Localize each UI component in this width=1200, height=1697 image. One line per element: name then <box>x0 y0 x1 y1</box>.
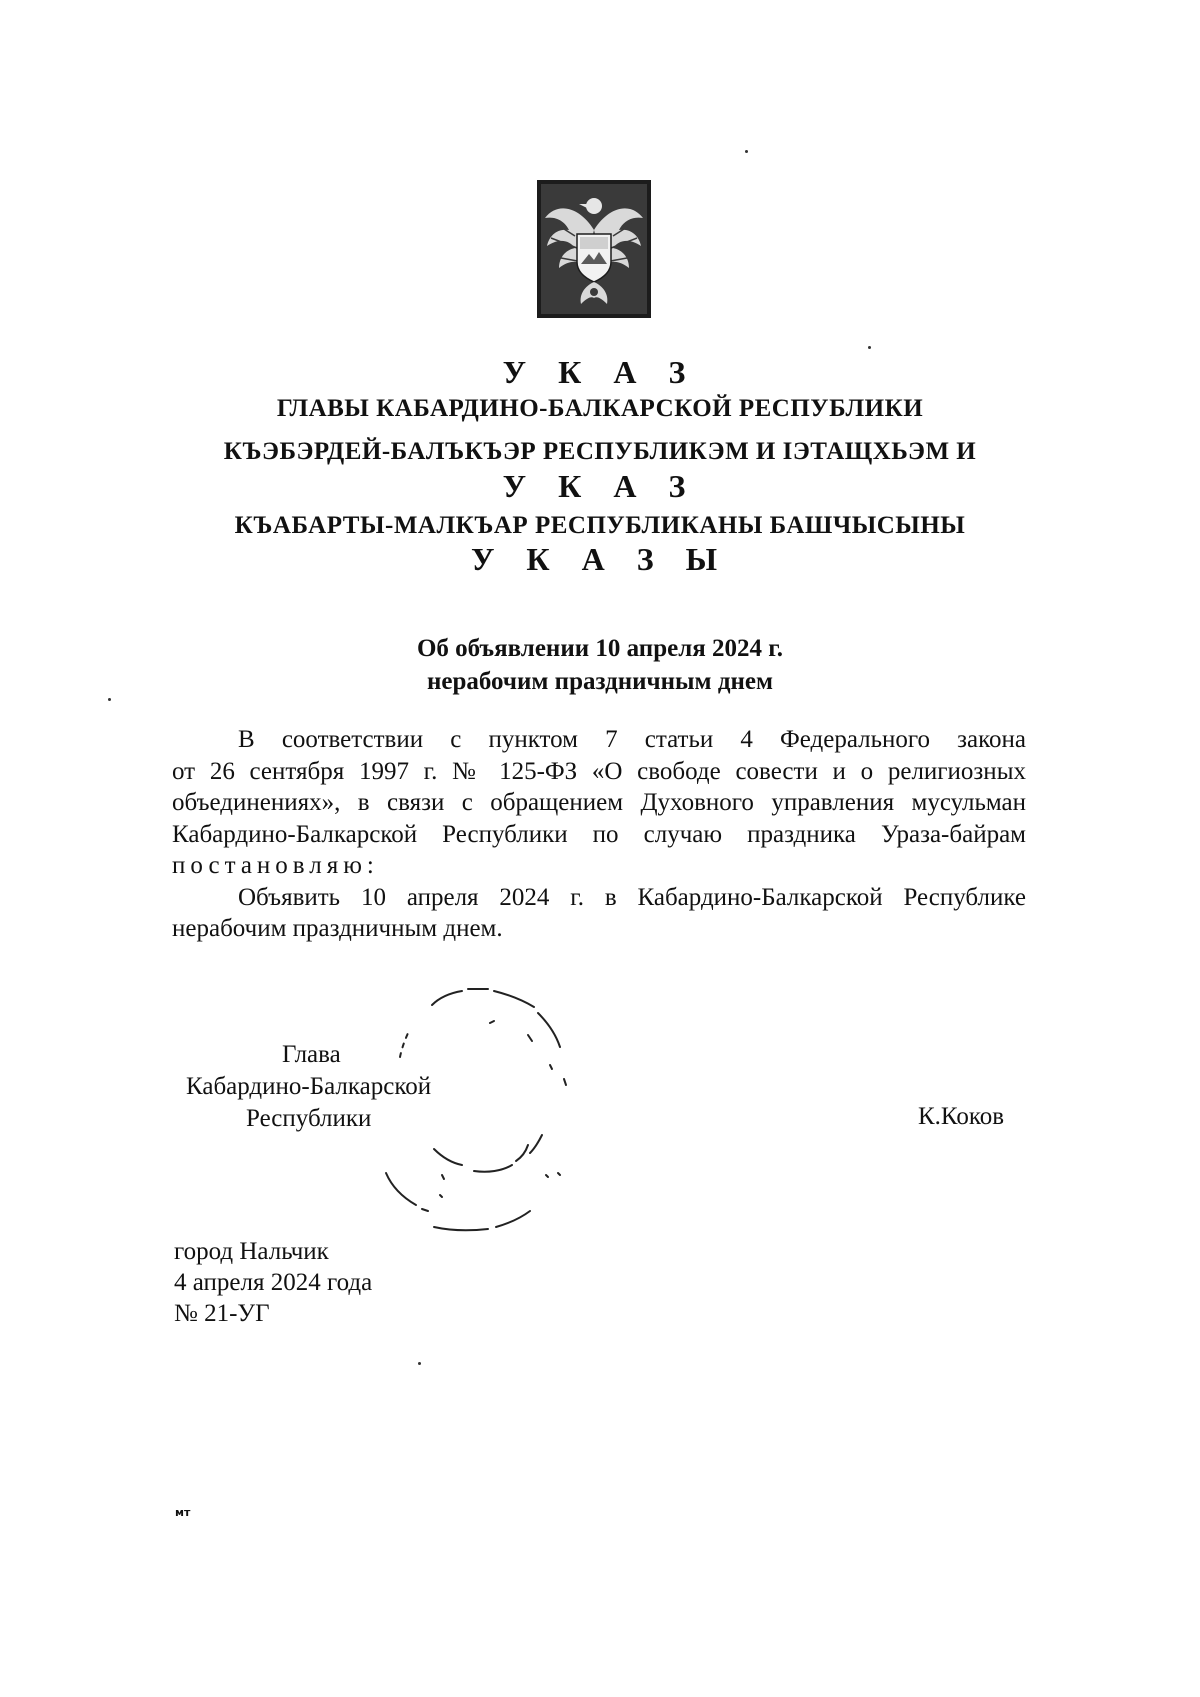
body-paragraph-1-line-3: объединениях», в связи с обращением Духовного управления мусульман <box>172 789 1026 816</box>
executor-initials: мт <box>175 1506 191 1519</box>
issue-date: 4 апреля 2024 года <box>174 1269 373 1296</box>
decree-number: № 21-УГ <box>174 1300 270 1327</box>
authority-line-ru: ГЛАВЫ КАБАРДИНО-БАЛКАРСКОЙ РЕСПУБЛИКИ <box>276 395 924 422</box>
body-paragraph-2-line-1: Объявить 10 апреля 2024 г. в Кабардино-Балкарской Республике <box>238 883 1026 911</box>
body-paragraph-1-line-2: от 26 сентября 1997 г. № 125-ФЗ «О свободе совести и о религиозных <box>172 757 1026 785</box>
scan-speck <box>745 150 748 153</box>
decree-title <box>0 632 1200 698</box>
decree-issue-details <box>174 1236 372 1329</box>
issue-city: город Нальчик <box>174 1238 329 1265</box>
authority-line-krc: КЪАБАРТЫ-МАЛКЪАР РЕСПУБЛИКАНЫ БАШЧЫСЫНЫ <box>234 512 966 539</box>
scan-speck <box>108 698 111 701</box>
coat-of-arms-emblem <box>535 178 653 320</box>
signatory-position-line-2: Кабардино-Балкарской <box>186 1073 432 1100</box>
scan-speck <box>418 1362 421 1365</box>
scan-speck <box>868 346 871 349</box>
resolution-word: постановляю: <box>172 852 379 879</box>
decree-title-line-1: Об объявлении 10 апреля 2024 г. <box>416 635 784 662</box>
signatory-position-line-1: Глава <box>282 1041 341 1068</box>
decree-body <box>172 724 1026 945</box>
signatory-position-line-3: Республики <box>246 1105 372 1132</box>
decree-heading-kbd: У К А З <box>502 468 698 504</box>
body-paragraph-1-line-4: Кабардино-Балкарской Республики по случаю праздника Ураза-байрам <box>172 820 1026 848</box>
decree-heading-ru: У К А З <box>502 354 698 390</box>
signatory-name: К.Коков <box>918 1103 1005 1130</box>
official-stamp-impression <box>370 975 630 1245</box>
decree-title-line-2: нерабочим праздничным днем <box>426 668 774 695</box>
body-paragraph-1-line-1: В соответствии с пунктом 7 статьи 4 Федерального закона <box>238 726 1026 753</box>
decree-heading-krc: У К А З Ы <box>470 541 730 577</box>
body-paragraph-2-line-2: нерабочим праздничным днем. <box>172 915 503 942</box>
authority-line-kbd: КЪЭБЭРДЕЙ-БАЛЪКЪЭР РЕСПУБЛИКЭМ И IЭТАЩХЬЭМ И <box>223 438 977 465</box>
